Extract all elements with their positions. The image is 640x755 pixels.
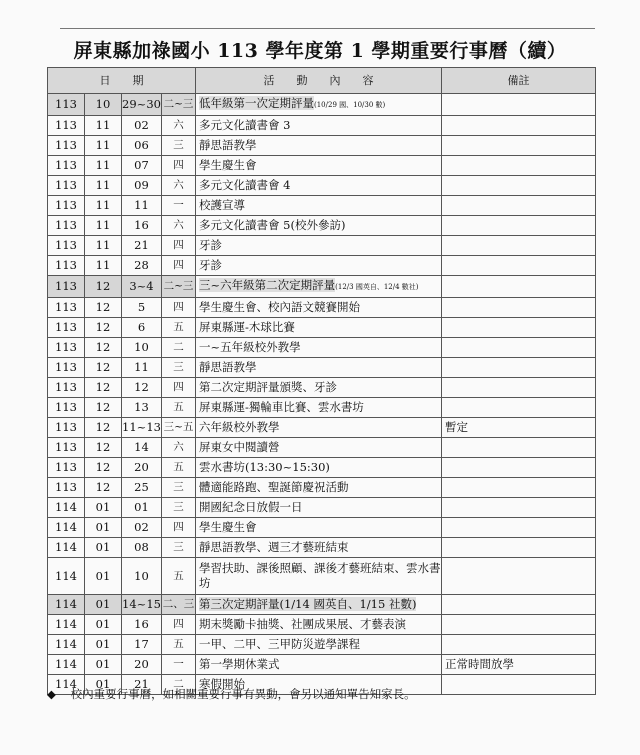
activity-cell — [196, 558, 442, 595]
activity-cell — [196, 136, 442, 156]
weekday-cell: 五 — [162, 398, 196, 418]
activity-text: 開國紀念日放假一日 — [199, 500, 303, 514]
diamond-bullet-icon: ◆ — [47, 687, 56, 701]
note-cell — [442, 358, 596, 378]
year-cell: 113 — [48, 236, 85, 256]
weekday-cell: 四 — [162, 298, 196, 318]
activity-cell — [196, 378, 442, 398]
day-cell: 6 — [122, 318, 162, 338]
activity-text: 屏東縣運-獨輪車比賽、雲水書坊 — [199, 400, 364, 414]
day-cell: 02 — [122, 518, 162, 538]
weekday-cell: 六 — [162, 438, 196, 458]
month-cell: 01 — [85, 615, 122, 635]
activity-cell — [196, 216, 442, 236]
day-cell: 12 — [122, 378, 162, 398]
activity-text: 三~六年級第二次定期評量 — [199, 278, 336, 292]
year-cell: 113 — [48, 216, 85, 236]
activity-text: 校護宣導 — [199, 198, 245, 212]
note-cell — [442, 338, 596, 358]
note-cell — [442, 156, 596, 176]
day-cell: 02 — [122, 116, 162, 136]
activity-cell — [196, 176, 442, 196]
note-cell — [442, 136, 596, 156]
weekday-cell: 二~三 — [162, 276, 196, 298]
header-activity: 活 動 內 容 — [196, 68, 442, 94]
activity-cell — [196, 318, 442, 338]
month-cell: 12 — [85, 478, 122, 498]
weekday-cell: 四 — [162, 156, 196, 176]
weekday-cell: 二、三 — [162, 595, 196, 615]
note-cell — [442, 595, 596, 615]
month-cell: 12 — [85, 418, 122, 438]
table-row — [48, 94, 596, 116]
day-cell: 06 — [122, 136, 162, 156]
activity-text: 靜思語教學、週三才藝班結束 — [199, 540, 349, 554]
year-cell: 113 — [48, 116, 85, 136]
activity-text: 學生慶生會 — [199, 520, 257, 534]
month-cell: 12 — [85, 318, 122, 338]
activity-text: 一甲、二甲、三甲防災遊學課程 — [199, 637, 360, 651]
activity-cell — [196, 276, 442, 298]
month-cell: 01 — [85, 655, 122, 675]
table-row — [48, 378, 596, 398]
day-cell: 08 — [122, 538, 162, 558]
day-cell: 07 — [122, 156, 162, 176]
year-cell: 113 — [48, 458, 85, 478]
table-row — [48, 418, 596, 438]
month-cell: 12 — [85, 378, 122, 398]
note-cell — [442, 116, 596, 136]
page-title: 屏東縣加祿國小 113 學年度第 1 學期重要行事曆（續） — [73, 40, 567, 62]
activity-cell — [196, 438, 442, 458]
month-cell: 11 — [85, 156, 122, 176]
activity-cell — [196, 398, 442, 418]
month-cell: 01 — [85, 675, 122, 695]
activity-text: 多元文化讀書會 3 — [199, 118, 291, 132]
activity-text: 一~五年級校外教學 — [199, 340, 301, 354]
activity-cell — [196, 156, 442, 176]
day-cell: 17 — [122, 635, 162, 655]
month-cell: 11 — [85, 176, 122, 196]
year-cell: 114 — [48, 538, 85, 558]
day-cell: 16 — [122, 216, 162, 236]
table-row — [48, 518, 596, 538]
table-row — [48, 558, 596, 595]
footnote-text: 校內重要行事曆，如相關重要行事有異動，會另以通知單告知家長。 — [70, 687, 416, 701]
month-cell: 11 — [85, 196, 122, 216]
table-row — [48, 458, 596, 478]
activity-cell — [196, 518, 442, 538]
table-row — [48, 358, 596, 378]
activity-text: 多元文化讀書會 4 — [199, 178, 291, 192]
year-cell: 113 — [48, 156, 85, 176]
table-row — [48, 236, 596, 256]
activity-cell — [196, 498, 442, 518]
note-cell — [442, 236, 596, 256]
note-cell — [442, 196, 596, 216]
day-cell: 3~4 — [122, 276, 162, 298]
year-cell: 113 — [48, 256, 85, 276]
activity-cell — [196, 358, 442, 378]
table-row — [48, 538, 596, 558]
table-row — [48, 655, 596, 675]
note-cell — [442, 458, 596, 478]
calendar-table — [47, 67, 596, 695]
year-cell: 114 — [48, 615, 85, 635]
activity-text: 多元文化讀書會 5(校外參訪) — [199, 218, 346, 232]
activity-text: 學生慶生會、校內語文競賽開始 — [199, 300, 360, 314]
activity-text: 屏東縣運-木球比賽 — [199, 320, 295, 334]
weekday-cell: 五 — [162, 318, 196, 338]
month-cell: 10 — [85, 94, 122, 116]
weekday-cell: 三 — [162, 478, 196, 498]
year-cell: 113 — [48, 378, 85, 398]
activity-cell — [196, 655, 442, 675]
weekday-cell: 六 — [162, 116, 196, 136]
weekday-cell: 三~五 — [162, 418, 196, 438]
weekday-cell: 六 — [162, 176, 196, 196]
table-row — [48, 196, 596, 216]
note-cell — [442, 635, 596, 655]
weekday-cell: 二 — [162, 675, 196, 695]
top-rule — [60, 28, 595, 29]
weekday-cell: 四 — [162, 378, 196, 398]
note-cell — [442, 398, 596, 418]
year-cell: 113 — [48, 358, 85, 378]
weekday-cell: 六 — [162, 216, 196, 236]
activity-text: 靜思語教學 — [199, 360, 257, 374]
day-cell: 11 — [122, 358, 162, 378]
year-cell: 113 — [48, 338, 85, 358]
activity-text: 六年級校外教學 — [199, 420, 280, 434]
month-cell: 11 — [85, 256, 122, 276]
month-cell: 01 — [85, 635, 122, 655]
table-row — [48, 498, 596, 518]
activity-text: 第三次定期評量(1/14 國英自、1/15 社數) — [199, 597, 417, 611]
year-cell: 114 — [48, 655, 85, 675]
weekday-cell: 三 — [162, 358, 196, 378]
weekday-cell: 三 — [162, 498, 196, 518]
table-row — [48, 338, 596, 358]
table-row — [48, 318, 596, 338]
weekday-cell: 四 — [162, 256, 196, 276]
day-cell: 21 — [122, 675, 162, 695]
note-cell: 暫定 — [442, 418, 596, 438]
table-row — [48, 615, 596, 635]
note-cell — [442, 298, 596, 318]
month-cell: 11 — [85, 136, 122, 156]
month-cell: 11 — [85, 116, 122, 136]
year-cell: 113 — [48, 318, 85, 338]
table-row — [48, 136, 596, 156]
year-cell: 113 — [48, 418, 85, 438]
weekday-cell: 三 — [162, 136, 196, 156]
month-cell: 12 — [85, 458, 122, 478]
note-cell — [442, 176, 596, 196]
activity-cell — [196, 116, 442, 136]
activity-cell — [196, 595, 442, 615]
header-date: 日 期 — [48, 68, 196, 94]
activity-cell — [196, 298, 442, 318]
table-row — [48, 398, 596, 418]
table-row — [48, 478, 596, 498]
month-cell: 01 — [85, 595, 122, 615]
table-row — [48, 298, 596, 318]
day-cell: 13 — [122, 398, 162, 418]
day-cell: 29~30 — [122, 94, 162, 116]
activity-cell — [196, 458, 442, 478]
activity-cell — [196, 478, 442, 498]
day-cell: 14 — [122, 438, 162, 458]
month-cell: 01 — [85, 518, 122, 538]
day-cell: 20 — [122, 458, 162, 478]
activity-text: 體適能路跑、聖誕節慶祝活動 — [199, 480, 349, 494]
header-note: 備註 — [442, 68, 596, 94]
month-cell: 12 — [85, 338, 122, 358]
activity-cell — [196, 256, 442, 276]
note-cell — [442, 538, 596, 558]
table-row — [48, 156, 596, 176]
activity-text: 第二次定期評量頒獎、牙診 — [199, 380, 337, 394]
table-row — [48, 276, 596, 298]
table-row — [48, 256, 596, 276]
year-cell: 114 — [48, 558, 85, 595]
day-cell: 16 — [122, 615, 162, 635]
weekday-cell: 五 — [162, 458, 196, 478]
note-cell — [442, 438, 596, 458]
weekday-cell: 五 — [162, 558, 196, 595]
activity-cell — [196, 94, 442, 116]
month-cell: 12 — [85, 358, 122, 378]
year-cell: 113 — [48, 94, 85, 116]
day-cell: 09 — [122, 176, 162, 196]
activity-text: 第一學期休業式 — [199, 657, 280, 671]
table-row — [48, 116, 596, 136]
month-cell: 01 — [85, 558, 122, 595]
activity-text: 牙診 — [199, 258, 222, 272]
activity-subnote: (12/3 國英自、12/4 數社) — [335, 283, 419, 291]
activity-cell — [196, 236, 442, 256]
note-cell — [442, 498, 596, 518]
month-cell: 12 — [85, 276, 122, 298]
note-cell — [442, 256, 596, 276]
year-cell: 113 — [48, 276, 85, 298]
day-cell: 25 — [122, 478, 162, 498]
year-cell: 113 — [48, 196, 85, 216]
year-cell: 114 — [48, 635, 85, 655]
note-cell — [442, 675, 596, 695]
weekday-cell: 一 — [162, 196, 196, 216]
weekday-cell: 二 — [162, 338, 196, 358]
activity-text: 低年級第一次定期評量 — [199, 96, 314, 110]
activity-cell — [196, 538, 442, 558]
table-row — [48, 176, 596, 196]
year-cell: 113 — [48, 176, 85, 196]
note-cell — [442, 558, 596, 595]
activity-cell — [196, 635, 442, 655]
activity-text: 寒假開始 — [199, 677, 245, 691]
activity-cell — [196, 196, 442, 216]
year-cell: 114 — [48, 595, 85, 615]
table-row — [48, 438, 596, 458]
activity-text: 學生慶生會 — [199, 158, 257, 172]
year-cell: 113 — [48, 438, 85, 458]
weekday-cell: 二~三 — [162, 94, 196, 116]
note-cell — [442, 318, 596, 338]
month-cell: 12 — [85, 438, 122, 458]
year-cell: 113 — [48, 298, 85, 318]
weekday-cell: 四 — [162, 615, 196, 635]
weekday-cell: 一 — [162, 655, 196, 675]
activity-text: 雲水書坊(13:30~15:30) — [199, 460, 330, 474]
note-cell — [442, 518, 596, 538]
note-cell — [442, 216, 596, 236]
weekday-cell: 四 — [162, 236, 196, 256]
footnote — [47, 686, 416, 702]
note-cell — [442, 478, 596, 498]
month-cell: 11 — [85, 216, 122, 236]
weekday-cell: 四 — [162, 518, 196, 538]
year-cell: 114 — [48, 675, 85, 695]
month-cell: 12 — [85, 298, 122, 318]
day-cell: 14~15 — [122, 595, 162, 615]
day-cell: 11~13 — [122, 418, 162, 438]
day-cell: 21 — [122, 236, 162, 256]
calendar-body — [48, 94, 596, 695]
day-cell: 20 — [122, 655, 162, 675]
note-cell: 正常時間放學 — [442, 655, 596, 675]
day-cell: 10 — [122, 338, 162, 358]
day-cell: 11 — [122, 196, 162, 216]
activity-subnote: (10/29 國、10/30 數) — [314, 101, 386, 109]
table-row — [48, 216, 596, 236]
activity-cell — [196, 615, 442, 635]
activity-text: 期末獎勵卡抽獎、社團成果展、才藝表演 — [199, 617, 406, 631]
note-cell — [442, 378, 596, 398]
table-header-row — [48, 68, 596, 94]
day-cell: 28 — [122, 256, 162, 276]
table-row — [48, 595, 596, 615]
note-cell — [442, 94, 596, 116]
month-cell: 11 — [85, 236, 122, 256]
year-cell: 113 — [48, 478, 85, 498]
month-cell: 01 — [85, 538, 122, 558]
activity-cell — [196, 418, 442, 438]
month-cell: 12 — [85, 398, 122, 418]
note-cell — [442, 615, 596, 635]
year-cell: 114 — [48, 518, 85, 538]
day-cell: 5 — [122, 298, 162, 318]
weekday-cell: 五 — [162, 635, 196, 655]
activity-text: 靜思語教學 — [199, 138, 257, 152]
table-row — [48, 635, 596, 655]
day-cell: 01 — [122, 498, 162, 518]
day-cell: 10 — [122, 558, 162, 595]
year-cell: 114 — [48, 498, 85, 518]
year-cell: 113 — [48, 136, 85, 156]
activity-cell — [196, 338, 442, 358]
activity-text: 牙診 — [199, 238, 222, 252]
year-cell: 113 — [48, 398, 85, 418]
activity-text: 學習扶助、課後照顧、課後才藝班結束、雲水書坊 — [199, 561, 441, 590]
note-cell — [442, 276, 596, 298]
activity-text: 屏東女中閱讀營 — [199, 440, 280, 454]
weekday-cell: 三 — [162, 538, 196, 558]
month-cell: 01 — [85, 498, 122, 518]
